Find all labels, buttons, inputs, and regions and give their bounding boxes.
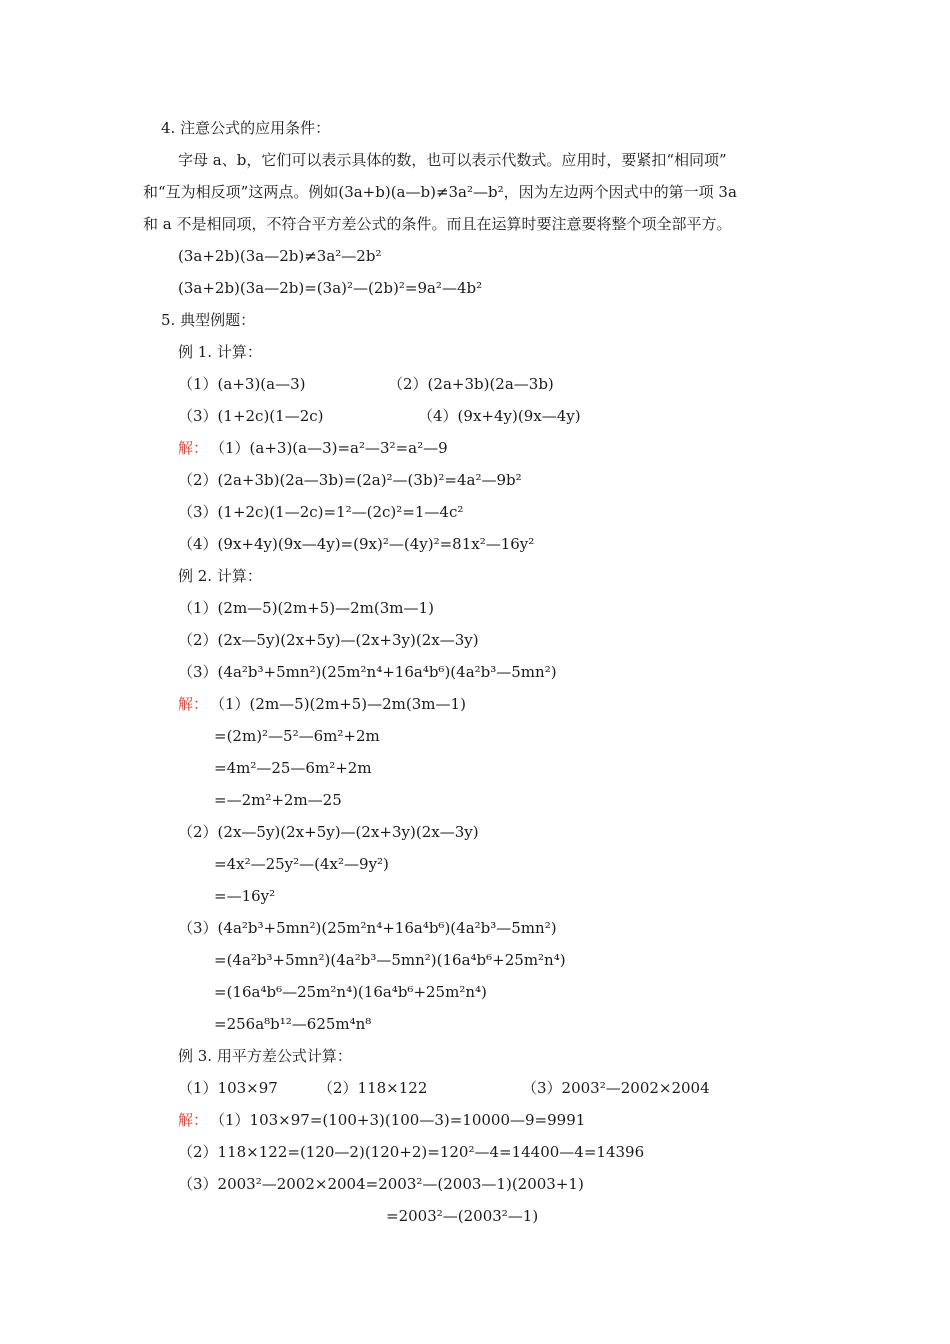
solution-step: =4x²—25y²—(4x²—9y²) — [214, 855, 389, 873]
section-5-heading: 5. 典型例题： — [161, 311, 256, 329]
solution-line: （1）(2m—5)(2m+5)—2m(3m—1) — [210, 695, 466, 713]
solution-line: （2）(2x—5y)(2x+5y)—(2x+3y)(2x—3y) — [178, 823, 479, 841]
solution-step: =—2m²+2m—25 — [214, 791, 342, 809]
problem-item: （4）(9x+4y)(9x—4y) — [418, 407, 581, 425]
solution-step: =2003²—(2003²—1) — [386, 1207, 539, 1225]
example-1-heading: 例 1. 计算： — [178, 343, 262, 361]
problem-item: （2）118×122 — [318, 1079, 428, 1097]
paragraph-line: 字母 a、b，它们可以表示具体的数，也可以表示代数式。应用时，要紧扣“相同项” — [178, 151, 727, 169]
solution-line: （3）(1+2c)(1—2c)=1²—(2c)²=1—4c² — [178, 503, 464, 521]
solution-label: 解： — [178, 695, 209, 713]
formula-line: (3a+2b)(3a—2b)≠3a²—2b² — [178, 247, 382, 265]
solution-line: （2）118×122=(120—2)(120+2)=120²—4=14400—4=14396 — [178, 1143, 645, 1161]
solution-step: =4m²—25—6m²+2m — [214, 759, 372, 777]
problem-item: （1）(a+3)(a—3) — [178, 375, 306, 393]
section-4-heading: 4. 注意公式的应用条件： — [161, 119, 331, 137]
solution-step: =—16y² — [214, 887, 276, 905]
problem-item: （3）(1+2c)(1—2c) — [178, 407, 324, 425]
solution-line: （4）(9x+4y)(9x—4y)=(9x)²—(4y)²=81x²—16y² — [178, 535, 535, 553]
solution-line: （3）(4a²b³+5mn²)(25m²n⁴+16a⁴b⁶)(4a²b³—5mn²) — [178, 919, 557, 937]
solution-line: （3）2003²—2002×2004=2003²—(2003—1)(2003+1) — [178, 1175, 584, 1193]
paragraph-line: 和“互为相反项”这两点。例如(3a+b)(a—b)≠3a²—b²，因为左边两个因式中的第一项 3a — [143, 183, 737, 201]
solution-label: 解： — [178, 1111, 209, 1129]
example-3-heading: 例 3. 用平方差公式计算： — [178, 1047, 352, 1065]
problem-item: （3）2003²—2002×2004 — [522, 1079, 710, 1097]
problem-item: （2）(2x—5y)(2x+5y)—(2x+3y)(2x—3y) — [178, 631, 479, 649]
solution-line: （1）(a+3)(a—3)=a²—3²=a²—9 — [210, 439, 448, 457]
solution-label: 解： — [178, 439, 209, 457]
problem-item: （2）(2a+3b)(2a—3b) — [388, 375, 554, 393]
solution-step: =(2m)²—5²—6m²+2m — [214, 727, 380, 745]
solution-step: =(16a⁴b⁶—25m²n⁴)(16a⁴b⁶+25m²n⁴) — [214, 983, 487, 1001]
solution-step: =(4a²b³+5mn²)(4a²b³—5mn²)(16a⁴b⁶+25m²n⁴) — [214, 951, 566, 969]
solution-step: =256a⁸b¹²—625m⁴n⁸ — [214, 1015, 372, 1033]
problem-item: （1）(2m—5)(2m+5)—2m(3m—1) — [178, 599, 434, 617]
solution-line: （2）(2a+3b)(2a—3b)=(2a)²—(3b)²=4a²—9b² — [178, 471, 522, 489]
paragraph-line: 和 a 不是相同项，不符合平方差公式的条件。而且在运算时要注意要将整个项全部平方。 — [143, 215, 732, 233]
example-2-heading: 例 2. 计算： — [178, 567, 262, 585]
solution-line: （1）103×97=(100+3)(100—3)=10000—9=9991 — [210, 1111, 586, 1129]
problem-item: （3）(4a²b³+5mn²)(25m²n⁴+16a⁴b⁶)(4a²b³—5mn²) — [178, 663, 557, 681]
problem-item: （1）103×97 — [178, 1079, 278, 1097]
formula-line: (3a+2b)(3a—2b)=(3a)²—(2b)²=9a²—4b² — [178, 279, 483, 297]
